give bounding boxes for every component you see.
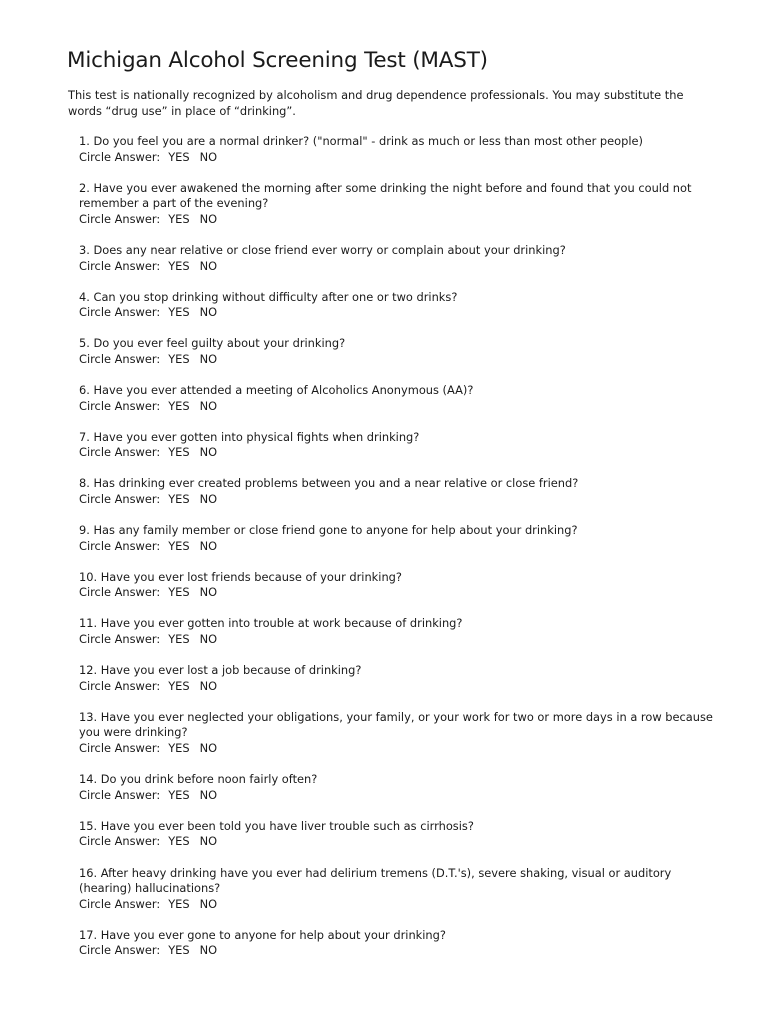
- answer-yes-option[interactable]: YES: [168, 211, 190, 226]
- page-title: Michigan Alcohol Screening Test (MAST): [67, 48, 488, 73]
- question-text: 9. Has any family member or close friend gone to anyone for help about your drinking?: [79, 523, 578, 538]
- question-text: 6. Have you ever attended a meeting of Alcoholics Anonymous (AA)?: [79, 383, 474, 398]
- question-item: [79, 866, 719, 913]
- answer-yes-option[interactable]: YES: [168, 787, 190, 802]
- answer-no-option[interactable]: NO: [199, 538, 218, 553]
- answer-yes-option[interactable]: YES: [168, 445, 190, 460]
- answer-line: [79, 788, 719, 804]
- question-item: [79, 663, 719, 694]
- answer-line: [79, 741, 719, 757]
- circle-answer-label: Circle Answer:: [79, 678, 161, 693]
- answer-yes-option[interactable]: YES: [168, 741, 190, 756]
- question-text: 3. Does any near relative or close friend ever worry or complain about your drinking?: [79, 242, 566, 257]
- question-item: [79, 710, 719, 757]
- answer-no-option[interactable]: NO: [199, 585, 218, 600]
- answer-no-option[interactable]: NO: [199, 741, 218, 756]
- answer-line: [79, 943, 719, 959]
- question-item: [79, 134, 719, 165]
- circle-answer-label: Circle Answer:: [79, 305, 161, 320]
- question-item: [79, 928, 719, 959]
- answer-no-option[interactable]: NO: [199, 351, 218, 366]
- answer-line: [79, 352, 719, 368]
- question-text: 5. Do you ever feel guilty about your drinking?: [79, 336, 346, 351]
- circle-answer-label: Circle Answer:: [79, 896, 161, 911]
- question-item: [79, 570, 719, 601]
- answer-no-option[interactable]: NO: [199, 787, 218, 802]
- answer-line: [79, 834, 719, 850]
- circle-answer-label: Circle Answer:: [79, 787, 161, 802]
- circle-answer-label: Circle Answer:: [79, 632, 161, 647]
- question-item: [79, 336, 719, 367]
- question-list: [79, 134, 719, 974]
- circle-answer-label: Circle Answer:: [79, 445, 161, 460]
- answer-line: [79, 399, 719, 415]
- answer-no-option[interactable]: NO: [199, 943, 218, 958]
- answer-line: [79, 212, 719, 228]
- answer-line: [79, 585, 719, 601]
- question-text: 10. Have you ever lost friends because of your drinking?: [79, 569, 402, 584]
- question-item: [79, 616, 719, 647]
- answer-yes-option[interactable]: YES: [168, 943, 190, 958]
- question-text: 8. Has drinking ever created problems between you and a near relative or close friend?: [79, 476, 579, 491]
- circle-answer-label: Circle Answer:: [79, 211, 161, 226]
- answer-line: [79, 492, 719, 508]
- circle-answer-label: Circle Answer:: [79, 351, 161, 366]
- question-item: [79, 430, 719, 461]
- question-item: [79, 290, 719, 321]
- answer-no-option[interactable]: NO: [199, 632, 218, 647]
- answer-yes-option[interactable]: YES: [168, 678, 190, 693]
- answer-yes-option[interactable]: YES: [168, 305, 190, 320]
- answer-yes-option[interactable]: YES: [168, 398, 190, 413]
- answer-line: [79, 150, 719, 166]
- question-item: [79, 383, 719, 414]
- question-text: 15. Have you ever been told you have liver trouble such as cirrhosis?: [79, 818, 474, 833]
- answer-no-option[interactable]: NO: [199, 896, 218, 911]
- question-text: 17. Have you ever gone to anyone for help about your drinking?: [79, 927, 446, 942]
- answer-yes-option[interactable]: YES: [168, 632, 190, 647]
- answer-yes-option[interactable]: YES: [168, 351, 190, 366]
- circle-answer-label: Circle Answer:: [79, 149, 161, 164]
- answer-yes-option[interactable]: YES: [168, 896, 190, 911]
- answer-no-option[interactable]: NO: [199, 678, 218, 693]
- answer-line: [79, 679, 719, 695]
- intro-paragraph: This test is nationally recognized by alcoholism and drug dependence professionals. You may substitute the words “drug use” in place of “drinking”.: [68, 88, 684, 118]
- answer-line: [79, 632, 719, 648]
- question-text: 14. Do you drink before noon fairly often?: [79, 772, 318, 787]
- question-item: [79, 772, 719, 803]
- answer-no-option[interactable]: NO: [199, 445, 218, 460]
- question-text: 13. Have you ever neglected your obligations, your family, or your work for two or more days in a row because you were drinking?: [79, 709, 713, 740]
- question-text: 1. Do you feel you are a normal drinker? ("normal" - drink as much or less than most other people): [79, 134, 643, 148]
- answer-line: [79, 305, 719, 321]
- answer-no-option[interactable]: NO: [199, 149, 218, 164]
- circle-answer-label: Circle Answer:: [79, 741, 161, 756]
- question-text: 4. Can you stop drinking without difficulty after one or two drinks?: [79, 289, 458, 304]
- answer-line: [79, 539, 719, 555]
- circle-answer-label: Circle Answer:: [79, 538, 161, 553]
- question-item: [79, 181, 719, 228]
- answer-no-option[interactable]: NO: [199, 211, 218, 226]
- answer-no-option[interactable]: NO: [199, 834, 218, 849]
- answer-yes-option[interactable]: YES: [168, 585, 190, 600]
- answer-yes-option[interactable]: YES: [168, 538, 190, 553]
- answer-yes-option[interactable]: YES: [168, 492, 190, 506]
- question-text: 12. Have you ever lost a job because of drinking?: [79, 663, 362, 678]
- answer-yes-option[interactable]: YES: [168, 149, 190, 164]
- answer-line: [79, 259, 719, 275]
- question-text: 11. Have you ever gotten into trouble at work because of drinking?: [79, 616, 463, 631]
- answer-line: [79, 897, 719, 913]
- circle-answer-label: Circle Answer:: [79, 943, 161, 958]
- question-text: 7. Have you ever gotten into physical fights when drinking?: [79, 429, 420, 444]
- circle-answer-label: Circle Answer:: [79, 585, 161, 600]
- answer-no-option[interactable]: NO: [199, 258, 218, 273]
- answer-yes-option[interactable]: YES: [168, 834, 190, 849]
- answer-no-option[interactable]: NO: [199, 492, 218, 506]
- circle-answer-label: Circle Answer:: [79, 398, 161, 413]
- answer-no-option[interactable]: NO: [199, 305, 218, 320]
- question-text: 2. Have you ever awakened the morning after some drinking the night before and found that you could not remember a part of the evening?: [79, 180, 692, 211]
- answer-line: [79, 445, 719, 461]
- circle-answer-label: Circle Answer:: [79, 492, 161, 506]
- question-item: [79, 523, 719, 554]
- circle-answer-label: Circle Answer:: [79, 834, 161, 849]
- question-item: [79, 243, 719, 274]
- circle-answer-label: Circle Answer:: [79, 258, 161, 273]
- question-item: [79, 819, 719, 850]
- answer-yes-option[interactable]: YES: [168, 258, 190, 273]
- answer-no-option[interactable]: NO: [199, 398, 218, 413]
- question-item: [79, 476, 719, 507]
- question-text: 16. After heavy drinking have you ever had delirium tremens (D.T.'s), severe shaking, visual or auditory (hearing) hallucinations?: [79, 865, 672, 896]
